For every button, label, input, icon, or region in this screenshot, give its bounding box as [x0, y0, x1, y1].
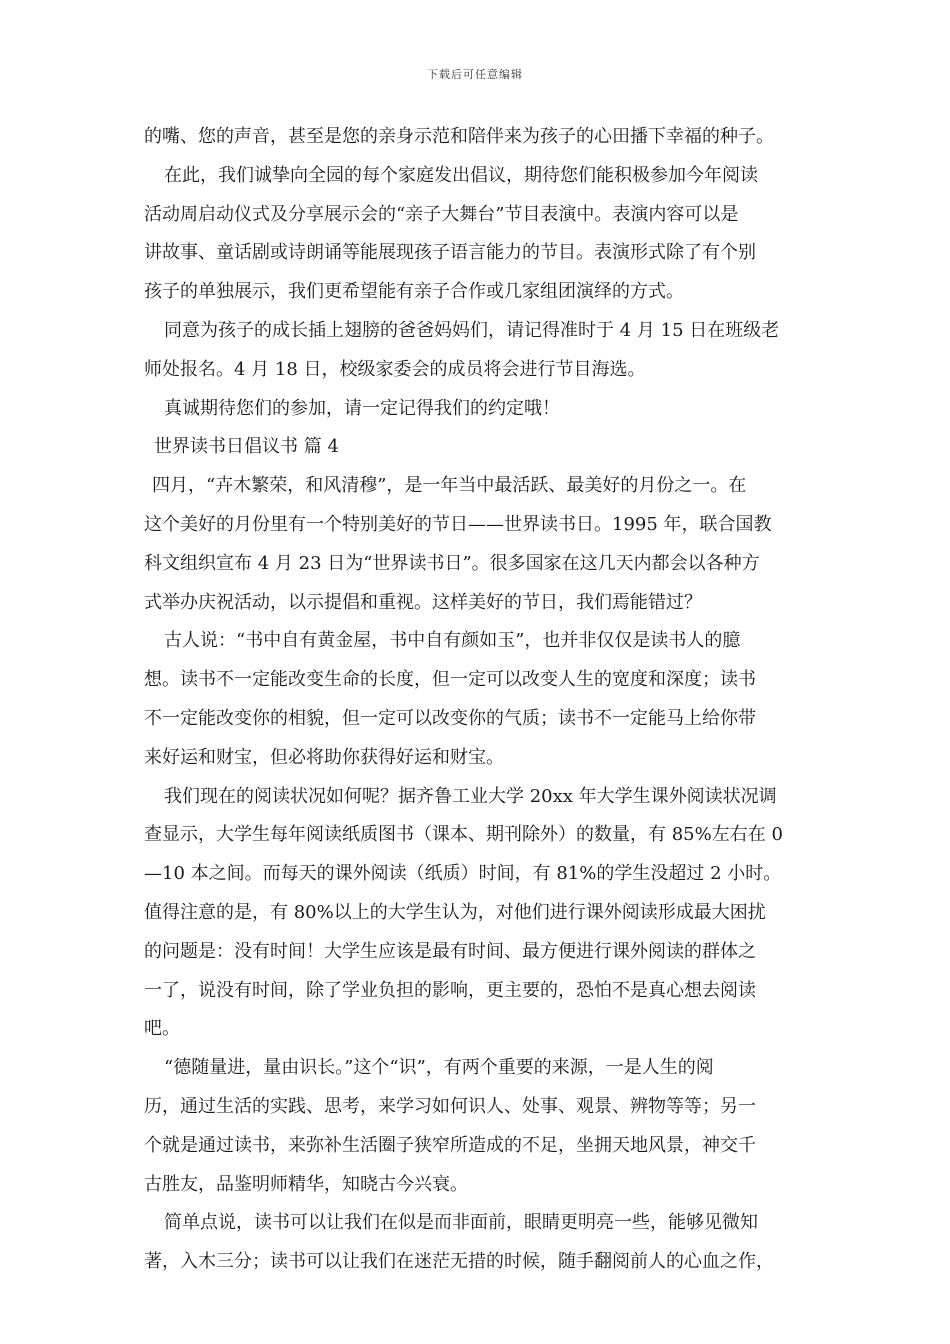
text-line: 一了，说没有时间，除了学业负担的影响，更主要的，恐怕不是真心想去阅读 [144, 979, 756, 1001]
text-line: 活动周启动仪式及分享展示会的“亲子大舞台”节目表演中。表演内容可以是 [144, 203, 739, 225]
text-line: —10 本之间。而每天的课外阅读（纸质）时间，有 81%的学生没超过 2 小时。 [144, 863, 782, 885]
text-line: 这个美好的月份里有一个特别美好的节日——世界读书日。1995 年，联合国教 [144, 513, 772, 535]
page-header: 下载后可任意编辑 [427, 68, 523, 81]
text-line: 的问题是：没有时间！大学生应该是最有时间、最方便进行课外阅读的群体之 [144, 940, 756, 962]
text-line: 师处报名。4 月 18 日，校级家委会的成员将会进行节目海选。 [144, 358, 646, 380]
text-line: 式举办庆祝活动，以示提倡和重视。这样美好的节日，我们焉能错过？ [144, 591, 702, 613]
text-line: “德随量进，量由识长。”这个“识”，有两个重要的来源，一是人生的阅 [164, 1057, 714, 1079]
text-line: 来好运和财宝，但必将助你获得好运和财宝。 [144, 746, 504, 768]
text-line: 个就是通过读书，来弥补生活圈子狭窄所造成的不足，坐拥天地风景，神交千 [144, 1134, 756, 1156]
text-line: 简单点说，读书可以让我们在似是而非面前，眼睛更明亮一些，能够见微知 [164, 1212, 758, 1234]
text-line: 我们现在的阅读状况如何呢？据齐鲁工业大学 20xx 年大学生课外阅读状况调 [164, 785, 777, 807]
text-line: 值得注意的是，有 80%以上的大学生认为，对他们进行课外阅读形成最大困扰 [144, 901, 766, 923]
text-line: 想。读书不一定能改变生命的长度，但一定可以改变人生的宽度和深度；读书 [144, 669, 756, 691]
document-body [144, 118, 820, 1282]
text-line: 吧。 [144, 1018, 180, 1040]
text-line: 世界读书日倡议书 篇 4 [154, 436, 339, 458]
text-line: 著，入木三分；读书可以让我们在迷茫无措的时候，随手翻阅前人的心血之作， [144, 1251, 774, 1273]
text-line: 孩子的单独展示，我们更希望能有亲子合作或几家组团演绎的方式。 [144, 281, 684, 303]
text-line: 历，通过生活的实践、思考，来学习如何识人、处事、观景、辨物等等；另一 [144, 1095, 756, 1117]
text-line: 古人说：“书中自有黄金屋，书中自有颜如玉”，也并非仅仅是读书人的臆 [164, 630, 741, 652]
text-line: 不一定能改变你的相貌，但一定可以改变你的气质；读书不一定能马上给你带 [144, 707, 756, 729]
text-line: 讲故事、童话剧或诗朗诵等能展现孩子语言能力的节目。表演形式除了有个别 [144, 242, 756, 264]
text-line: 在此，我们诚挚向全园的每个家庭发出倡议，期待您们能积极参加今年阅读 [164, 164, 758, 186]
text-line: 四月，“卉木繁荣，和风清穆”，是一年当中最活跃、最美好的月份之一。在 [152, 475, 747, 497]
text-line: 真诚期待您们的参加，请一定记得我们的约定哦！ [164, 397, 560, 419]
text-line: 同意为孩子的成长插上翅膀的爸爸妈妈们，请记得准时于 4 月 15 日在班级老 [164, 319, 780, 341]
text-line: 的嘴、您的声音，甚至是您的亲身示范和陪伴来为孩子的心田播下幸福的种子。 [144, 126, 774, 147]
text-line: 古胜友，品鉴明师精华，知晓古今兴衰。 [144, 1173, 468, 1195]
text-line: 科文组织宣布 4 月 23 日为“世界读书日”。很多国家在这几天内都会以各种方 [144, 552, 760, 574]
text-line: 查显示，大学生每年阅读纸质图书（课本、期刊除外）的数量，有 85%左右在 0 [144, 824, 783, 846]
